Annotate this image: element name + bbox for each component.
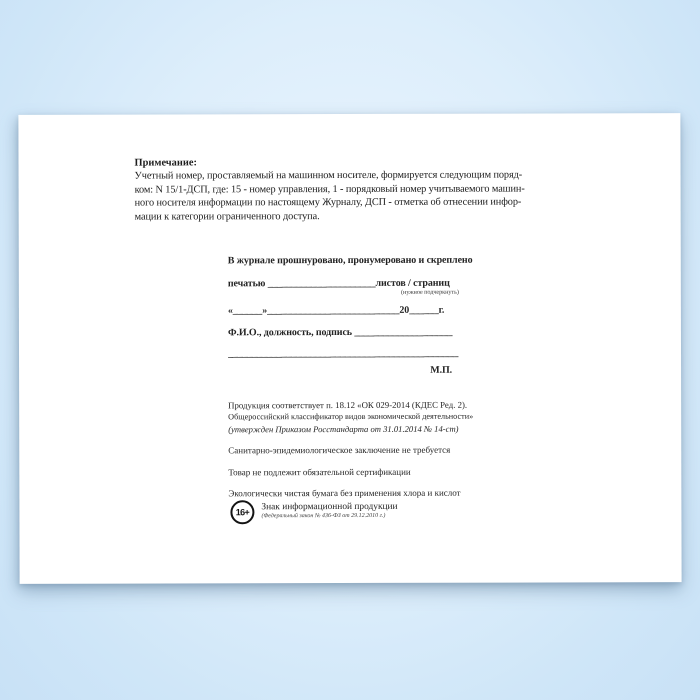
compliance-line: Продукция соответствует п. 18.12 «ОК 029-2014 (КДЕС Ред. 2).: [228, 399, 468, 411]
compliance-line: (утвержден Приказом Росстандарта от 31.01.2014 № 14-ст): [228, 423, 459, 435]
note-line: ком: N 15/1-ДСП, где: 15 - номер управления, 1 - порядковый номер учитываемого машин-: [134, 183, 525, 196]
age-mark-text: [261, 502, 397, 519]
note-line: мации к категории ограниченного доступа.: [134, 210, 320, 223]
age-16plus-icon: 16+: [230, 500, 254, 524]
fio-signature-row: Ф.И.О., должность, подпись ____________________: [227, 326, 453, 339]
age-mark-law: (Федеральный закон № 436-ФЗ от 29.12.2010 г.): [261, 512, 386, 520]
age-mark: [230, 500, 397, 524]
age-mark-label: Знак информационной продукции: [261, 501, 398, 513]
eco-paper-note: Экологически чистая бумага без применения хлора и кислот: [228, 487, 461, 499]
note-heading: Примечание:: [134, 157, 197, 169]
binding-block: [227, 254, 473, 386]
note-line: ного носителя информации по настоящему Журналу, ДСП - отметка об отнесении инфор-: [134, 196, 522, 209]
underline-hint: (нужное подчеркнуть): [401, 288, 459, 296]
signature-blank-line: _______________________________________________: [227, 347, 459, 360]
compliance-line: Общероссийский классификатор видов экономической деятельности»: [228, 411, 474, 422]
seal-sheets-row: печатью ______________________листов / страниц: [227, 277, 450, 290]
certification-note: Товар не подлежит обязательной сертификации: [228, 466, 411, 478]
stamp-place-label: М.П.: [430, 364, 453, 376]
note-block: [134, 156, 525, 224]
journal-back-page: [18, 113, 681, 584]
binding-title: В журнале прошнуровано, пронумеровано и скреплено: [227, 254, 473, 267]
compliance-block: [228, 399, 478, 520]
note-line: Учетный номер, проставляемый на машинном носителе, формируется следующим поряд-: [134, 169, 523, 182]
date-row: «______»___________________________20______г.: [227, 304, 445, 317]
sanitary-note: Санитарно-эпидемиологическое заключение не требуется: [228, 444, 451, 456]
